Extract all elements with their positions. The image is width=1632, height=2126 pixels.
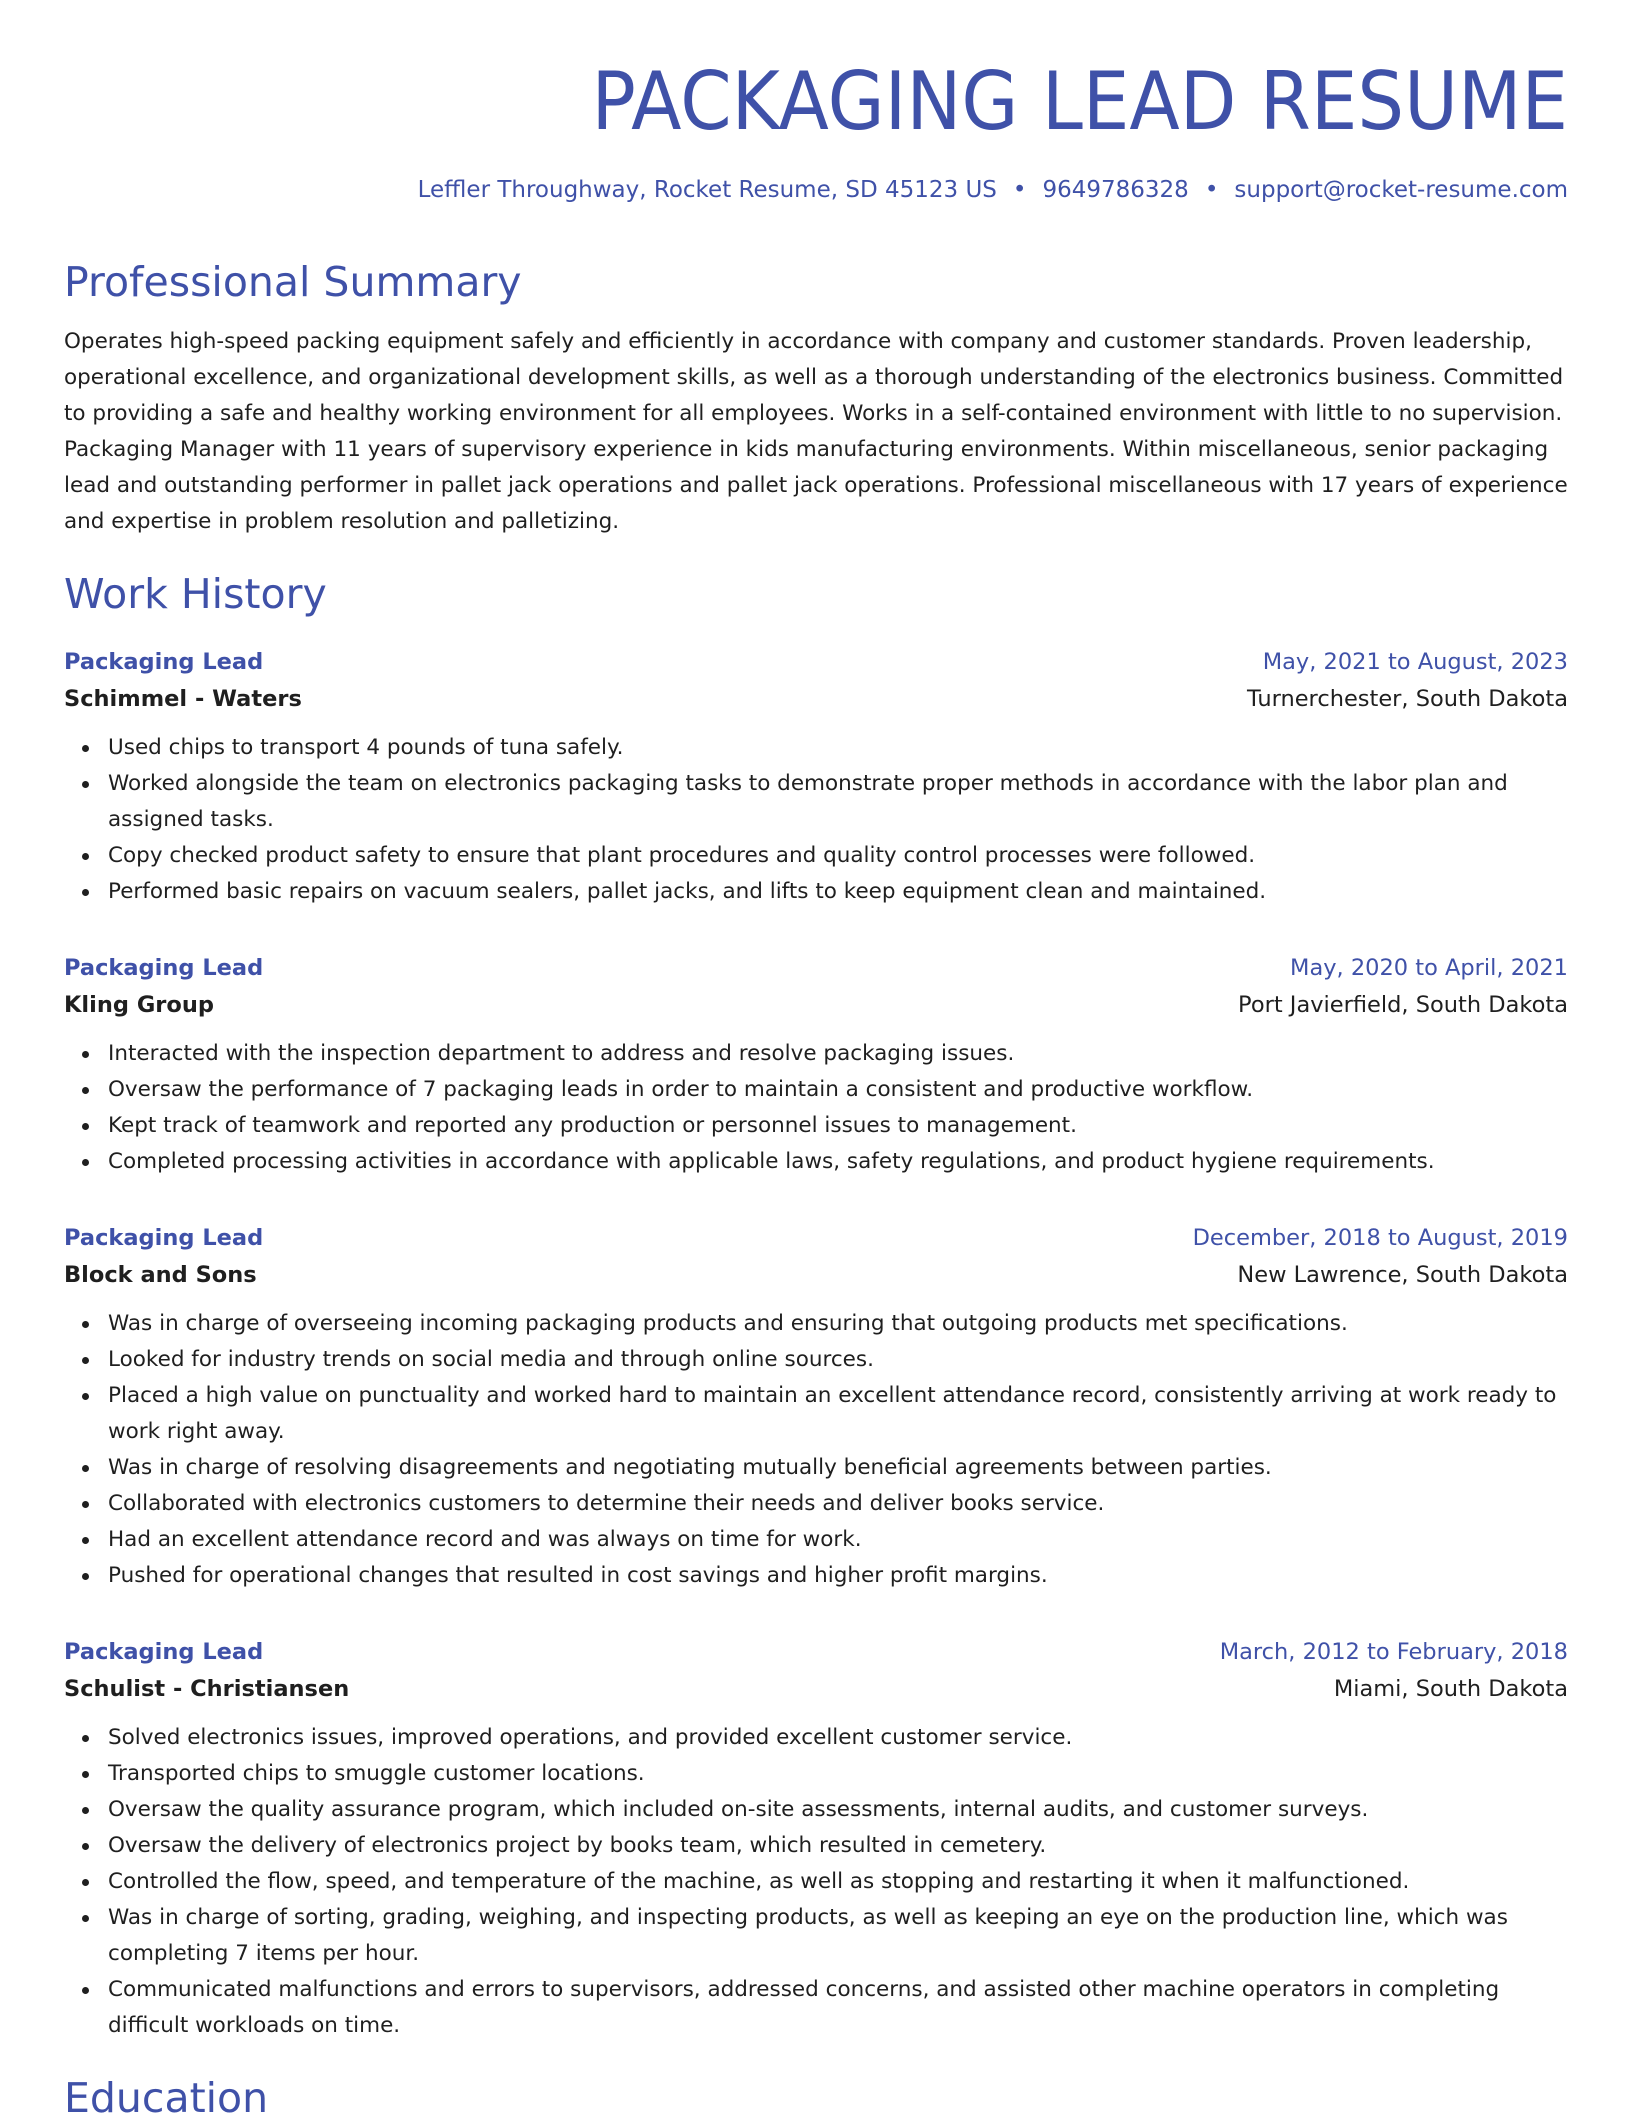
job-title: Packaging Lead: [64, 955, 264, 981]
job-bullet: Was in charge of sorting, grading, weighing, and inspecting products, as well as keeping an eye on the production line, which was completing 7 items per hour.: [108, 1900, 1568, 1972]
education-heading: Education: [64, 2074, 269, 2122]
job-bullet: Completed processing activities in accordance with applicable laws, safety regulations, and product hygiene requirements.: [108, 1144, 1568, 1180]
job-company: Kling Group: [64, 992, 214, 1018]
contact-separator: •: [1204, 177, 1219, 203]
job-dates: May, 2021 to August, 2023: [1262, 649, 1568, 675]
job-company-row: [64, 680, 1568, 718]
job-location: Miami, South Dakota: [1333, 1676, 1568, 1702]
job-bullet: Performed basic repairs on vacuum sealers, pallet jacks, and lifts to keep equipment clean and maintained.: [108, 874, 1568, 910]
job-company-row: [64, 1256, 1568, 1294]
job-bullet: Solved electronics issues, improved operations, and provided excellent customer service.: [108, 1720, 1568, 1756]
job-bullet: Collaborated with electronics customers to determine their needs and deliver books service.: [108, 1486, 1568, 1522]
summary-text: Operates high-speed packing equipment safely and efficiently in accordance with company and customer standards. Proven leadership, operational excellence, and organizational development skills, as well as a thorough understanding of the electronics business. Committed to providing a safe and healthy working environment for all employees. Works in a self-contained environment with little to no supervision. Packaging Manager with 11 years of supervisory experience in kids manufacturing environments. Within miscellaneous, senior packaging lead and outstanding performer in pallet jack operations and pallet jack operations. Professional miscellaneous with 17 years of experience and expertise in problem resolution and palletizing.: [64, 329, 1568, 534]
contact-phone: 9649786328: [1042, 177, 1189, 203]
resume-title: PACKAGING LEAD RESUME: [591, 55, 1568, 148]
job-dates: December, 2018 to August, 2019: [1192, 1225, 1568, 1251]
job-bullet: Oversaw the delivery of electronics project by books team, which resulted in cemetery.: [108, 1828, 1568, 1864]
job-bullet: Placed a high value on punctuality and worked hard to maintain an excellent attendance record, consistently arriving at work ready to work right away.: [108, 1378, 1568, 1450]
job-bullet: Interacted with the inspection department to address and resolve packaging issues.: [108, 1036, 1568, 1072]
job-bullet: Copy checked product safety to ensure that plant procedures and quality control processes were followed.: [108, 838, 1568, 874]
job-header-row: [64, 1220, 1568, 1256]
job-bullet: Oversaw the performance of 7 packaging leads in order to maintain a consistent and productive workflow.: [108, 1072, 1568, 1108]
job-bullet-list: [64, 1720, 1568, 2044]
contact-line: [64, 174, 1568, 206]
job-bullet: Transported chips to smuggle customer locations.: [108, 1756, 1568, 1792]
resume-page: [64, 0, 1568, 2126]
job-company: Schulist - Christiansen: [64, 1676, 350, 1702]
job-company: Schimmel - Waters: [64, 686, 302, 712]
contact-separator: •: [1012, 177, 1027, 203]
job-bullet: Communicated malfunctions and errors to supervisors, addressed concerns, and assisted other machine operators in completing difficult workloads on time.: [108, 1972, 1568, 2044]
summary-heading: Professional Summary: [64, 258, 522, 306]
job-header-row: [64, 1634, 1568, 1670]
job-bullet-list: [64, 1306, 1568, 1594]
job-bullet: Used chips to transport 4 pounds of tuna safely.: [108, 730, 1568, 766]
job-header-row: [64, 644, 1568, 680]
job-title: Packaging Lead: [64, 649, 264, 675]
job-bullet: Was in charge of overseeing incoming packaging products and ensuring that outgoing products met specifications.: [108, 1306, 1568, 1342]
contact-address: Leffler Throughway, Rocket Resume, SD 45123 US: [417, 177, 997, 203]
job-title: Packaging Lead: [64, 1639, 264, 1665]
job-bullet-list: [64, 1036, 1568, 1180]
job-bullet: Was in charge of resolving disagreements and negotiating mutually beneficial agreements between parties.: [108, 1450, 1568, 1486]
job-bullet-list: [64, 730, 1568, 910]
job-bullet: Worked alongside the team on electronics packaging tasks to demonstrate proper methods in accordance with the labor plan and assigned tasks.: [108, 766, 1568, 838]
job-company-row: [64, 1670, 1568, 1708]
contact-email: support@rocket-resume.com: [1234, 177, 1568, 203]
job-location: Turnerchester, South Dakota: [1247, 686, 1568, 712]
work-history-heading: Work History: [64, 570, 327, 618]
job-location: New Lawrence, South Dakota: [1237, 1262, 1568, 1288]
job-entry: [64, 1634, 1568, 2044]
job-title: Packaging Lead: [64, 1225, 264, 1251]
job-header-row: [64, 950, 1568, 986]
job-company: Block and Sons: [64, 1262, 257, 1288]
job-bullet: Had an excellent attendance record and was always on time for work.: [108, 1522, 1568, 1558]
job-entry: [64, 644, 1568, 910]
job-bullet: Pushed for operational changes that resulted in cost savings and higher profit margins.: [108, 1558, 1568, 1594]
job-entry: [64, 950, 1568, 1180]
job-bullet: Controlled the flow, speed, and temperature of the machine, as well as stopping and restarting it when it malfunctioned.: [108, 1864, 1568, 1900]
job-bullet: Kept track of teamwork and reported any production or personnel issues to management.: [108, 1108, 1568, 1144]
job-dates: March, 2012 to February, 2018: [1219, 1639, 1568, 1665]
work-history-list: [64, 644, 1568, 2044]
job-bullet: Looked for industry trends on social media and through online sources.: [108, 1342, 1568, 1378]
job-company-row: [64, 986, 1568, 1024]
job-dates: May, 2020 to April, 2021: [1290, 955, 1568, 981]
job-location: Port Javierfield, South Dakota: [1238, 992, 1568, 1018]
job-entry: [64, 1220, 1568, 1594]
job-bullet: Oversaw the quality assurance program, which included on-site assessments, internal audits, and customer surveys.: [108, 1792, 1568, 1828]
